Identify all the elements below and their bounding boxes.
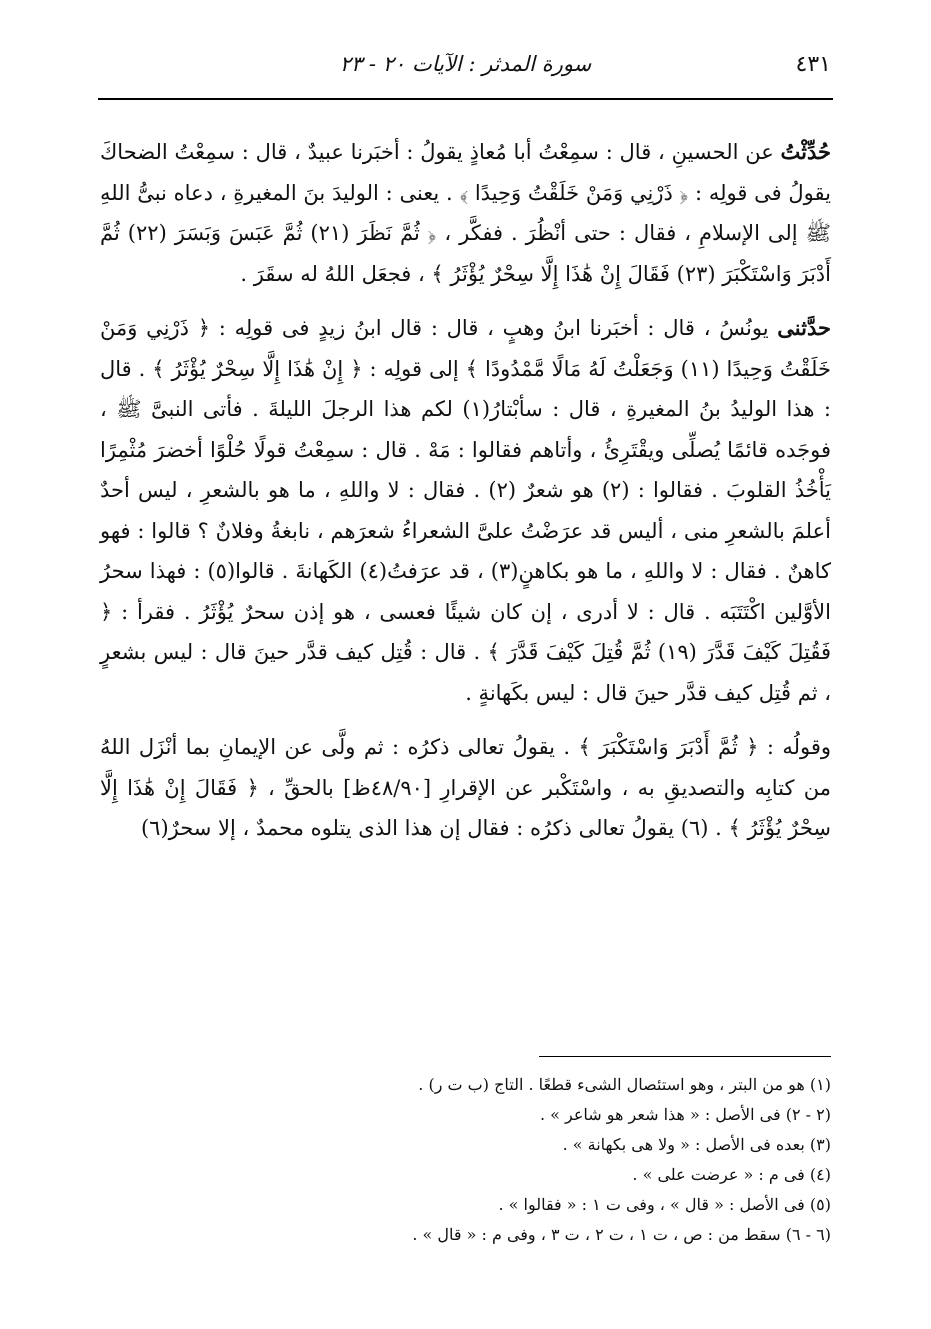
footnote: (٣) بعده فى الأصل : « ولا هى بكهانة » . [562,1135,831,1154]
footnote: (٢ - ٢) فى الأصل : « هذا شعر هو شاعر » . [539,1105,831,1124]
footnote: (٦ - ٦) سقط من : ص ، ت ١ ، ت ٢ ، ت ٣ ، وفى م : « قال » . [412,1225,831,1244]
footnote: (٥) فى الأصل : « قال » ، وفى ت ١ : « فقالوا » . [498,1195,831,1214]
footnote: (١) هو من البتر ، وهو استئصال الشىء قطعًا . التاج (ب ت ر) . [418,1075,831,1094]
paragraph-1 [100,132,831,294]
paragraph-3 [100,727,831,849]
paragraph-2 [100,308,831,713]
paragraph-text: يونُسُ ، قال : أخبَرنا ابنُ وهبٍ ، قال : قال ابنُ زيدٍ فى قولِه : ﴿ ذَرْنِي وَمَنْ خَلَقْتُ وَحِيدًا (١١) وَجَعَلْتُ لَهُ مَالًا مَّمْدُودًا ﴾ إلى قولِه : ﴿ إِنْ هَٰذَا إِلَّا سِحْرٌ يُؤْثَرُ ﴾ . قال : هذا الوليدُ بنُ المغيرةِ ، قال : سأبْتارُ(١) لكم هذا الرجلَ الليلةَ . فأتى النبىَّ ﷺ ، فوجَده قائمًا يُصلِّى ويقْتَرِئُ ، وأتاهم فقالوا : مَهْ . قال : سمِعْتُ قولًا حُلْوًا أخضرَ مُثْمِرًا يَأْخُذُ القلوبَ . فقالوا : (٢) هو شعرٌ (٢) . فقال : لا واللهِ ، ما هو بالشعرِ ، ليس أحدٌ أعلمَ بالشعرِ منى ، أليس قد عرَضْتُ علىَّ الشعراءُ شعرَهم ، نابغةُ وفلانٌ ؟ قالوا : فهو كاهنٌ . فقال : لا واللهِ ، ما هو بكاهنٍ(٣) ، قد عرَفتُ(٤) الكَهانةَ . قالوا(٥) : فهذا سحرُ الأوَّلين اكْتَتَبَه . قال : لا أدرى ، إن كان شيئًا فعسى ، هو إذن سحرٌ يُؤْثَرُ . فقرأ : ﴿ فَقُتِلَ كَيْفَ قَدَّرَ (١٩) ثُمَّ قُتِلَ كَيْفَ قَدَّرَ ﴾ . قال : قُتِل كيف قدَّر حينَ قال : ليس بشعرٍ ، ثم قُتِل كيف قدَّر حينَ قال : ليس بكَهانةٍ . [100,316,831,705]
footnote: (٤) فى م : « عرضت على » . [632,1165,831,1184]
page-header [100,52,831,98]
main-text [100,132,831,863]
footnotes [100,1070,831,1250]
footnote-rule [539,1056,831,1057]
paragraph-text: عن الحسينِ ، قال : سمِعْتُ أبا مُعاذٍ يقولُ : أخبَرنا عبيدٌ ، قال : سمِعْتُ الضحاكَ يقولُ فى قولِه : ﴿ ذَرْنِي وَمَنْ خَلَقْتُ وَحِيدًا ﴾ . يعنى : الوليدَ بنَ المغيرةِ ، دعاه نبىُّ اللهِ ﷺ إلى الإسلامِ ، فقال : حتى أنْظُرَ . ففكَّر ، ﴿ ثُمَّ نَظَرَ (٢١) ثُمَّ عَبَسَ وَبَسَرَ (٢٢) ثُمَّ أَدْبَرَ وَاسْتَكْبَرَ (٢٣) فَقَالَ إِنْ هَٰذَا إِلَّا سِحْرٌ يُؤْثَرُ ﴾ ، فجعَل اللهُ له سقَرَ . [100,140,831,286]
paragraph-text: وقولُه : ﴿ ثُمَّ أَدْبَرَ وَاسْتَكْبَرَ ﴾ . يقولُ تعالى ذكرُه : ثم ولَّى عن الإيمانِ بما أنْزَل اللهُ من كتابِه والتصديقِ به ، واسْتَكْبر عن الإقرارِ [٤٨/٩٠ظ] بالحقِّ ، ﴿ فَقَالَ إِنْ هَٰذَا إِلَّا سِحْرٌ يُؤْثَرُ ﴾ . (٦) يقولُ تعالى ذكرُه : فقال إن هذا الذى يتلوه محمدٌ ، إلا سحرٌ(٦) [100,735,831,840]
page-number: ٤٣١ [795,52,831,77]
paragraph-lead: حدَّثنى [777,315,831,340]
running-title: سورة المدثر : الآيات ٢٠ - ٢٣ [339,52,592,76]
paragraph-lead: حُدِّثْتُ [780,139,831,164]
header-rule [98,98,833,100]
